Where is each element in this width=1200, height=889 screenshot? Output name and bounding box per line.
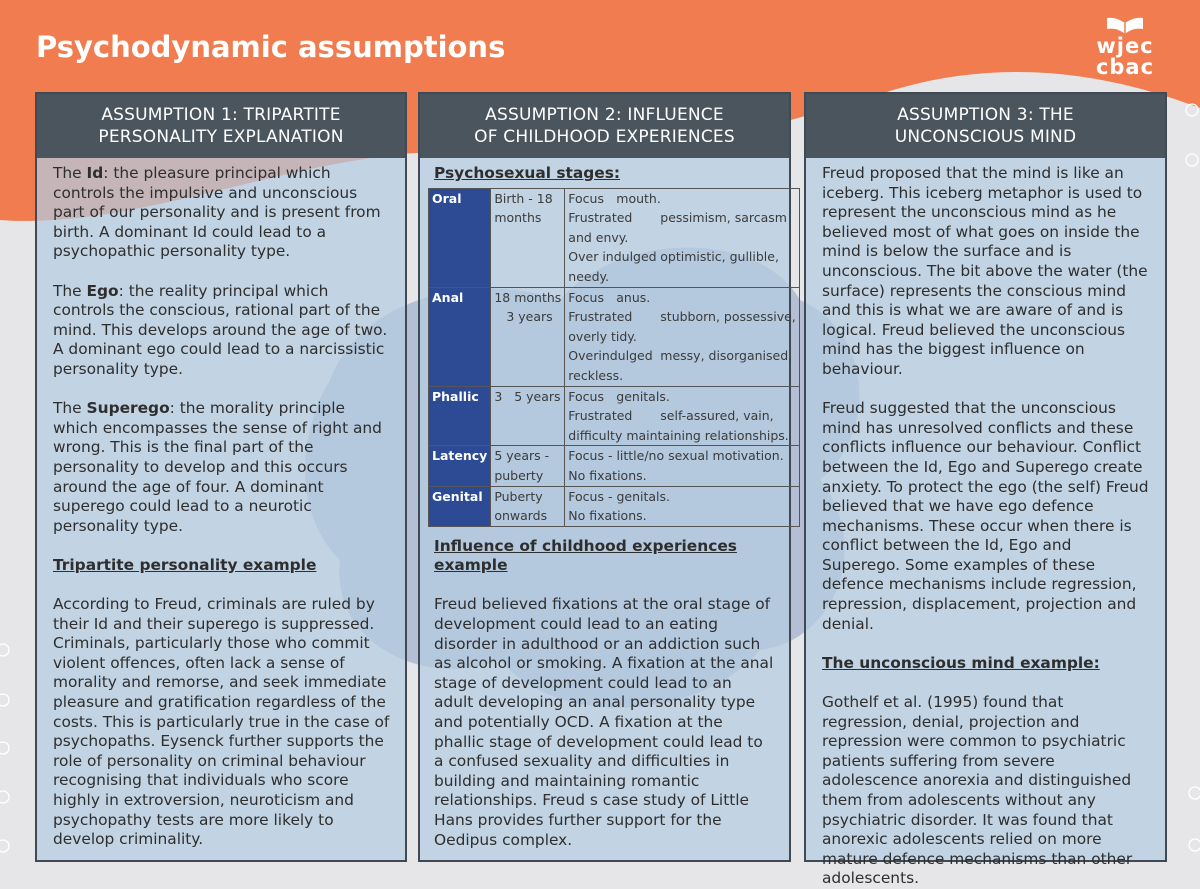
table-row [429,446,800,486]
assumption-1-heading: ASSUMPTION 1: TRIPARTITE PERSONALITY EXPLANATION [37,94,405,158]
stage-name: Genital [429,486,491,526]
stage-details: Focus anus. Frustrated stubborn, possessive, overly tidy. Overindulged messy, disorganised, reckless. [565,287,800,386]
assumption-1-panel [35,92,407,862]
id-term: Id [86,164,104,182]
ego-paragraph: The Ego: the reality principal which controls the conscious, rational part of the mind. This develops around the age of two. A dominant ego could lead to a narcissistic personality type. [53,281,388,378]
wjec-logo [1090,14,1160,78]
stage-name: Latency [429,446,491,486]
stage-age: 5 years - puberty [491,446,565,486]
assumption-3-heading: ASSUMPTION 3: THE UNCONSCIOUS MIND [806,94,1165,158]
stage-age: 18 months 3 years [491,287,565,386]
unconscious-example-heading: The unconscious mind example: [822,653,1100,672]
iceberg-paragraph: Freud proposed that the mind is like an iceberg. This iceberg metaphor is used to represent the unconscious mind as he believed most of what goes on inside the mind is below the surface and is unconscious. The bit above the water (the surface) represents the conscious mind and this is what we are aware of and is logical. Freud believed the unconscious mind has the biggest influence on behaviour. [822,164,1148,378]
logo-cbac: cbac [1095,55,1155,79]
stage-details: Focus - little/no sexual motivation. No fixations. [565,446,800,486]
stage-details: Focus mouth. Frustrated pessimism, sarcasm and envy. Over indulged optimistic, gullible, needy. [565,188,800,287]
assumption-2-heading: ASSUMPTION 2: INFLUENCE OF CHILDHOOD EXPERIENCES [420,94,789,158]
stage-age: Puberty onwards [491,486,565,526]
unconscious-example-text: Gothelf et al. (1995) found that regression, denial, projection and repression were common to psychiatric patients suffering from severe adolescence anorexia and distinguished them from adolescents without any psychiatric disorder. It was found that anorexic adolescents relied on more mature defence mechanisms than other adolescents. [822,693,1133,888]
page-title: Psychodynamic assumptions [36,30,506,64]
psychosexual-stages-table [428,188,800,527]
open-book-icon [1105,14,1145,36]
stage-name: Phallic [429,386,491,446]
psychosexual-stages-heading: Psychosexual stages: [434,164,621,182]
superego-paragraph: The Superego: the morality principle which encompasses the sense of right and wrong. This is the final part of the personality to develop and this occurs around the age of four. A dominant superego could lead to a neurotic personality type. [53,399,382,535]
superego-term: Superego [86,399,170,418]
childhood-example-text: Freud believed fixations at the oral stage of development could lead to an eating disorder in adulthood or an addiction such as alcohol or smoking. A fixation at the anal stage of development could lead to an adult developing an anal personality type and potentially OCD. A fixation at the phallic stage of development could lead to a confused sexuality and difficulties in building and maintaining romantic relationships. Freud s case study of Little Hans provides further support for the Oedipus complex. [434,595,774,849]
id-paragraph: The Id: the pleasure principal which controls the impulsive and unconscious part of our personality and is present from birth. A dominant Id could lead to a psychopathic personality type. [53,164,381,261]
ego-term: Ego [86,281,119,300]
stage-age: Birth - 18 months [491,188,565,287]
conflicts-paragraph: Freud suggested that the unconscious mind has unresolved conflicts and these conflicts influence our behaviour. Conflict between the Id, Ego and Superego create anxiety. To protect the ego (the self) Freud believed that we have ego defence mechanisms. These occur when there is conflict between the Id, Ego and Superego. Some examples of these defence mechanisms include regression, repression, displacement, projection and denial. [822,399,1149,633]
table-row [429,486,800,526]
stage-details: Focus - genitals. No fixations. [565,486,800,526]
stage-name: Anal [429,287,491,386]
assumption-3-panel [804,92,1167,888]
stage-age: 3 5 years [491,386,565,446]
assumption-2-panel [418,92,796,862]
table-row [429,287,800,386]
stage-name: Oral [429,188,491,287]
childhood-example-heading: Influence of childhood experiences example [434,536,737,575]
table-row [429,386,800,446]
table-row [429,188,800,287]
tripartite-example-heading: Tripartite personality example [53,555,317,574]
tripartite-example-text: According to Freud, criminals are ruled by their Id and their superego is suppressed. Criminals, particularly those who commit violent offences, often lack a sense of morality and remorse, and seek immediate pleasure and gratification regardless of the costs. This is particularly true in the case of psychopaths. Eysenck further supports the role of personality on criminal behaviour recognising that individuals who score highly in extroversion, neuroticism and psychopathy tests are more likely to develop criminality. [53,595,390,849]
stage-details: Focus genitals. Frustrated self-assured, vain, difficulty maintaining relationships. [565,386,800,446]
logo-wjec: wjec [1096,34,1154,58]
